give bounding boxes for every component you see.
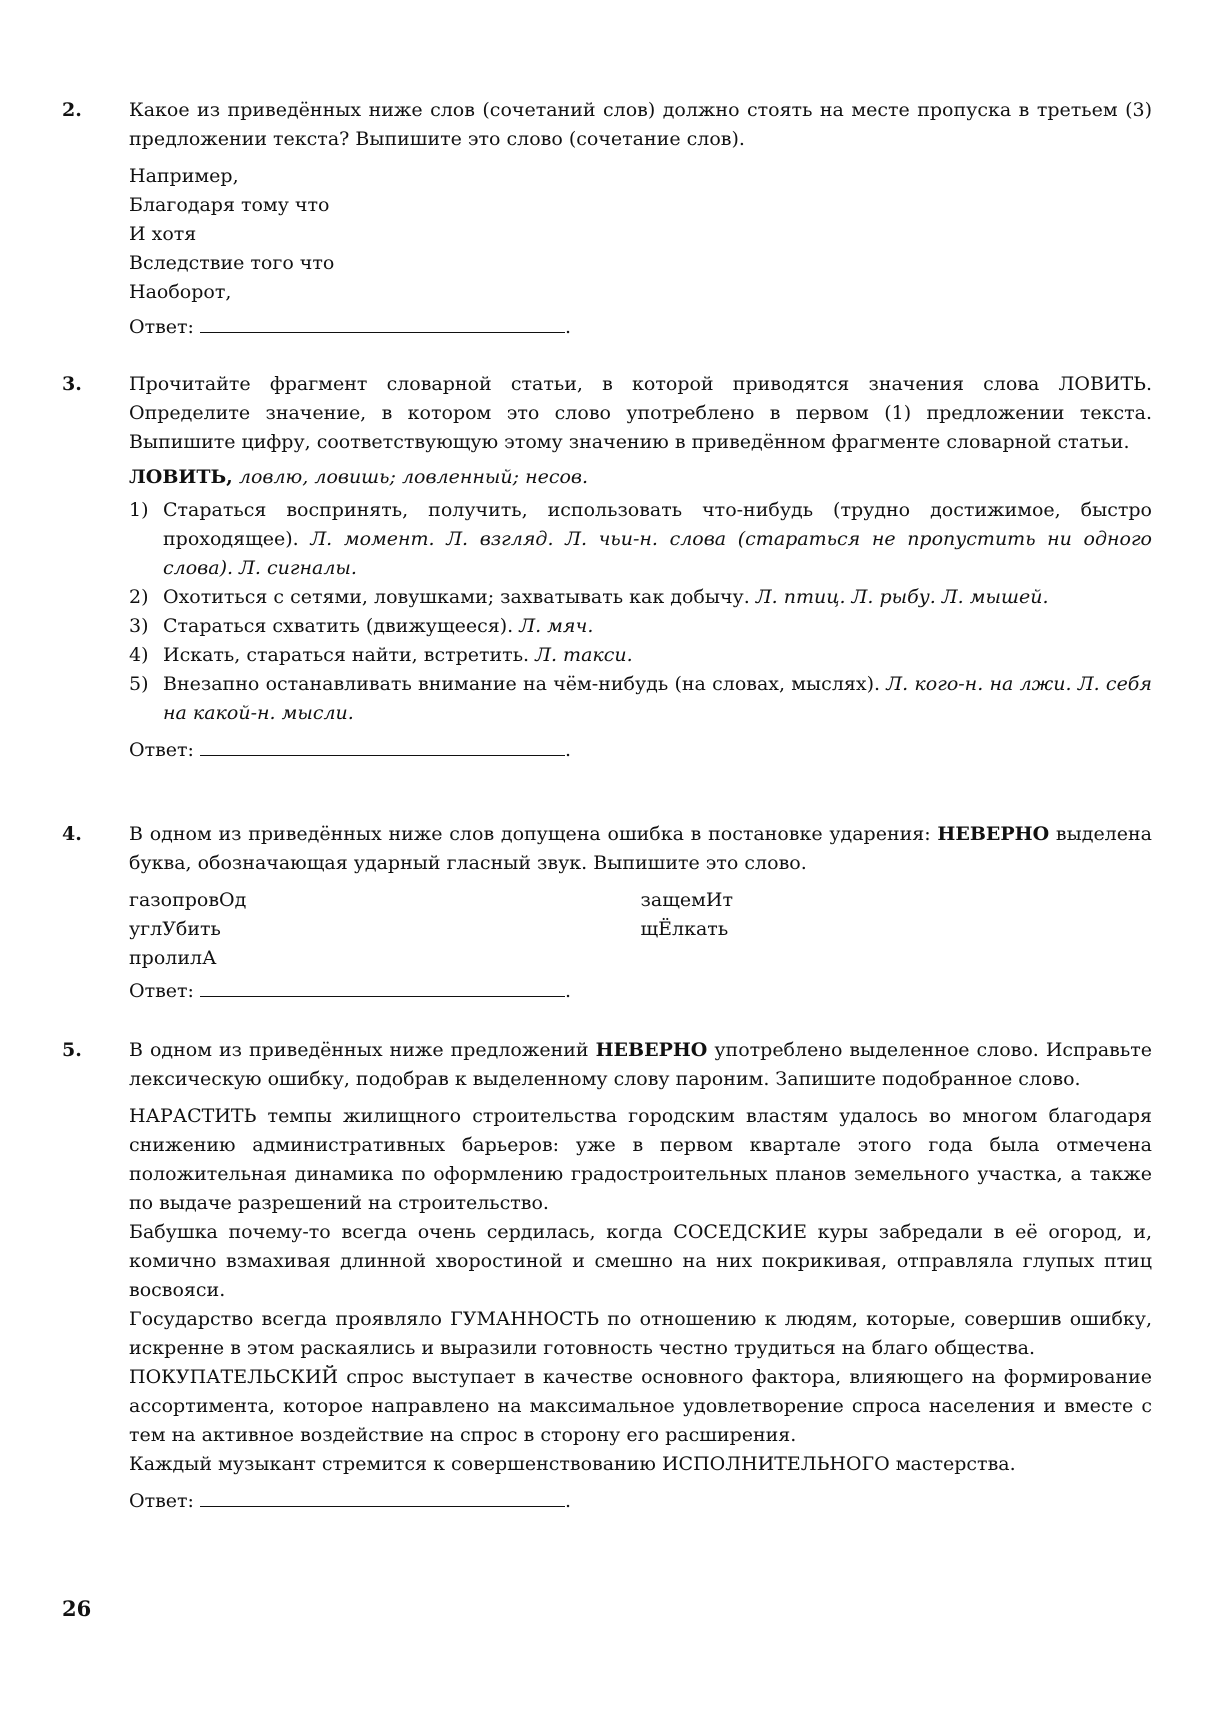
meaning-example: Л. птиц. Л. рыбу. Л. мышей. [755, 586, 1049, 608]
word-item: защемИт [640, 889, 733, 911]
answer-row: Ответ: . [129, 316, 572, 338]
meaning-text: Стараться схватить (движущееся). [163, 615, 514, 637]
task-number: 4. [62, 823, 82, 845]
task-number: 5. [62, 1039, 82, 1061]
answer-row: Ответ: . [129, 1490, 572, 1512]
meaning-item [129, 670, 1152, 728]
option: Благодаря тому что [129, 194, 330, 216]
meaning-example: Л. кого-н. на лжи. Л. себя на какой-н. мысли. [163, 673, 1152, 724]
answer-row: Ответ: . [129, 980, 572, 1002]
sentence: НАРАСТИТЬ темпы жилищного строительства городским властям удалось во многом благодаря снижению административных барьеров: уже в первом квартале этого года была отмечена положительная динамика по оформлению градостроительных планов земельного участка, а также по выдаче разрешений на строительство. [129, 1105, 1152, 1214]
meaning-example: Л. такси. [535, 644, 633, 666]
meaning-number: 1) [129, 499, 149, 521]
headword: ЛОВИТЬ, [129, 466, 233, 488]
task-number: 3. [62, 373, 82, 395]
options-list [129, 162, 1152, 307]
meaning-number: 5) [129, 673, 149, 695]
meaning-text: Охотиться с сетями, ловушками; захватывать как добычу. [163, 586, 750, 608]
task-question: В одном из приведённых ниже предложений НЕВЕРНО употреблено выделенное слово. Исправьте лексическую ошибку, подобрав к выделенному слову пароним. Запишите подобранное слово. [129, 1039, 1152, 1090]
answer-line[interactable] [200, 1488, 565, 1507]
option: И хотя [129, 223, 197, 245]
word-columns [129, 886, 1152, 973]
meaning-text: Стараться воспринять, получить, использовать что-нибудь (трудно достижимое, быстро проходящее). [163, 499, 1152, 550]
answer-line[interactable] [200, 737, 565, 756]
word-item: щЁлкать [640, 918, 729, 940]
task-3 [62, 370, 1152, 765]
task-number: 2. [62, 99, 82, 121]
sentence: Государство всегда проявляло ГУМАННОСТЬ по отношению к людям, которые, совершив ошибку, искренне в этом раскаялись и выразили готовность честно трудиться на благо общества. [129, 1308, 1152, 1359]
sentence: Каждый музыкант стремится к совершенствованию ИСПОЛНИТЕЛЬНОГО мастерства. [129, 1453, 1016, 1475]
headword-forms: ловлю, ловишь; ловленный; несов. [238, 466, 589, 488]
meaning-number: 2) [129, 586, 149, 608]
answer-label: Ответ: [129, 739, 194, 761]
word-item: углУбить [129, 918, 221, 940]
word-item: пролилА [129, 947, 217, 969]
word-column-2 [641, 886, 1153, 973]
word-column-1 [129, 886, 641, 973]
sentence: Бабушка почему-то всегда очень сердилась, когда СОСЕДСКИЕ куры забредали в её огород, и, комично взмахивая длинной хворостиной и смешно на них покрикивая, отправляла глупых птиц восвояси. [129, 1221, 1152, 1301]
answer-label: Ответ: [129, 1490, 194, 1512]
meaning-text: Искать, стараться найти, встретить. [163, 644, 530, 666]
meaning-item [129, 641, 1152, 670]
option: Вследствие того что [129, 252, 335, 274]
meaning-example: Л. момент. Л. взгляд. Л. чьи-н. слова (стараться не пропустить ни одного слова). Л. сигналы. [163, 528, 1152, 579]
meaning-number: 4) [129, 644, 149, 666]
task-question: Какое из приведённых ниже слов (сочетаний слов) должно стоять на месте пропуска в третьем (3) предложении текста? Выпишите это слово (сочетание слов). [129, 99, 1152, 150]
answer-line[interactable] [200, 978, 565, 997]
task-4 [62, 820, 1152, 1006]
meaning-item [129, 496, 1152, 583]
answer-line[interactable] [200, 314, 565, 333]
dictionary-entry [129, 463, 1152, 492]
sentences-block [129, 1102, 1152, 1479]
task-question: Прочитайте фрагмент словарной статьи, в которой приводятся значения слова ЛОВИТЬ. Определите значение, в котором это слово употреблено в первом (1) предложении текста. Выпишите цифру, соответствующую этому значению в приведённом фрагменте словарной статьи. [129, 373, 1152, 453]
task-question: В одном из приведённых ниже слов допущена ошибка в постановке ударения: НЕВЕРНО выделена буква, обозначающая ударный гласный звук. Выпишите это слово. [129, 823, 1152, 874]
option: Наоборот, [129, 281, 232, 303]
option: Например, [129, 165, 239, 187]
answer-label: Ответ: [129, 980, 194, 1002]
sentence: ПОКУПАТЕЛЬСКИЙ спрос выступает в качестве основного фактора, влияющего на формирование ассортимента, которое направлено на максимальное удовлетворение спроса населения и вместе с тем на активное воздействие на спрос в сторону его расширения. [129, 1366, 1152, 1446]
task-2 [62, 96, 1152, 342]
meaning-item [129, 583, 1152, 612]
task-5 [62, 1036, 1152, 1516]
page-number: 26 [62, 1596, 92, 1621]
meaning-number: 3) [129, 615, 149, 637]
answer-label: Ответ: [129, 316, 194, 338]
answer-row: Ответ: . [129, 739, 572, 761]
meaning-text: Внезапно останавливать внимание на чём-нибудь (на словах, мыслях). [163, 673, 881, 695]
word-item: газопровОд [129, 889, 247, 911]
meaning-item [129, 612, 1152, 641]
meaning-example: Л. мяч. [519, 615, 594, 637]
